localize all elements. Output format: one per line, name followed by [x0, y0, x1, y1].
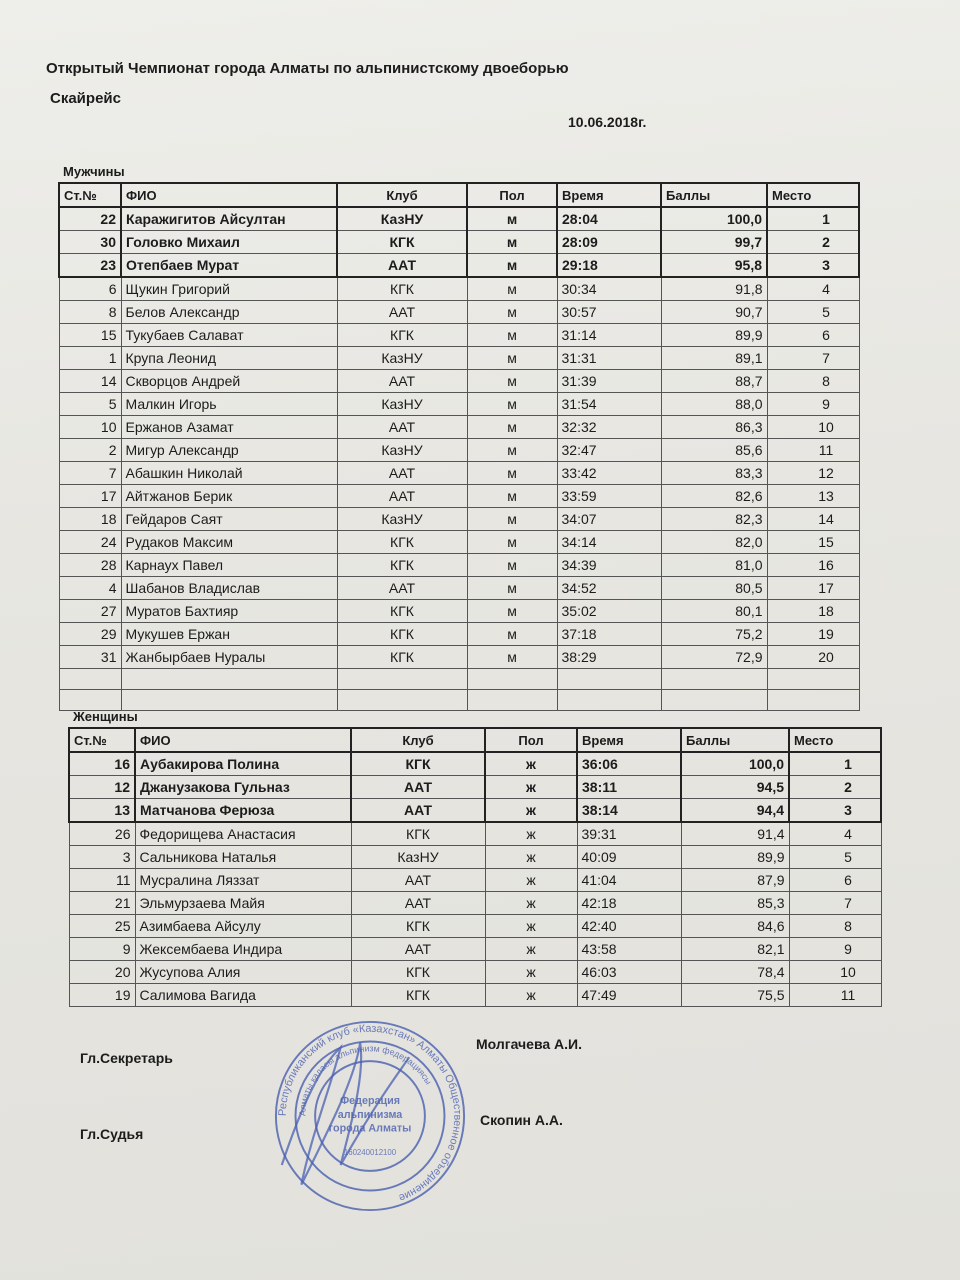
start-number: 9	[69, 938, 135, 961]
score: 83,3	[661, 462, 767, 485]
time: 34:39	[557, 554, 661, 577]
column-header-sex: Пол	[467, 183, 557, 207]
empty-cell	[767, 669, 859, 690]
score: 84,6	[681, 915, 789, 938]
sex: ж	[485, 915, 577, 938]
start-number: 25	[69, 915, 135, 938]
time: 42:40	[577, 915, 681, 938]
club: КГК	[337, 623, 467, 646]
sex: м	[467, 646, 557, 669]
empty-row	[59, 669, 859, 690]
score: 72,9	[661, 646, 767, 669]
score: 75,5	[681, 984, 789, 1007]
sex: ж	[485, 799, 577, 823]
athlete-name: Салимова Вагида	[135, 984, 351, 1007]
score: 95,8	[661, 254, 767, 278]
score: 89,9	[661, 324, 767, 347]
sex: ж	[485, 938, 577, 961]
place: 18	[767, 600, 859, 623]
place: 16	[767, 554, 859, 577]
sex: м	[467, 439, 557, 462]
athlete-name: Мигур Александр	[121, 439, 337, 462]
table-row	[59, 439, 859, 462]
place: 12	[767, 462, 859, 485]
sex: ж	[485, 984, 577, 1007]
time: 32:47	[557, 439, 661, 462]
women-header-row	[69, 728, 881, 752]
club: ААТ	[337, 577, 467, 600]
table-row	[59, 508, 859, 531]
column-header-score: Баллы	[681, 728, 789, 752]
empty-cell	[121, 669, 337, 690]
time: 35:02	[557, 600, 661, 623]
time: 28:04	[557, 207, 661, 231]
table-row	[59, 600, 859, 623]
sex: м	[467, 347, 557, 370]
club: ААТ	[337, 416, 467, 439]
place: 2	[767, 231, 859, 254]
time: 31:39	[557, 370, 661, 393]
athlete-name: Жанбырбаев Нуралы	[121, 646, 337, 669]
place: 1	[767, 207, 859, 231]
score: 75,2	[661, 623, 767, 646]
place: 3	[767, 254, 859, 278]
start-number: 10	[59, 416, 121, 439]
table-row	[69, 752, 881, 776]
time: 38:14	[577, 799, 681, 823]
place: 7	[789, 892, 881, 915]
start-number: 23	[59, 254, 121, 278]
start-number: 2	[59, 439, 121, 462]
athlete-name: Карнаух Павел	[121, 554, 337, 577]
women-section-row	[69, 705, 881, 728]
secretary-label: Гл.Секретарь	[80, 1050, 173, 1066]
place: 5	[789, 846, 881, 869]
time: 30:34	[557, 277, 661, 301]
time: 28:09	[557, 231, 661, 254]
athlete-name: Айтжанов Берик	[121, 485, 337, 508]
score: 78,4	[681, 961, 789, 984]
athlete-name: Сальникова Наталья	[135, 846, 351, 869]
table-row	[59, 485, 859, 508]
start-number: 5	[59, 393, 121, 416]
column-header-score: Баллы	[661, 183, 767, 207]
score: 88,7	[661, 370, 767, 393]
time: 42:18	[577, 892, 681, 915]
athlete-name: Отепбаев Мурат	[121, 254, 337, 278]
start-number: 31	[59, 646, 121, 669]
place: 6	[789, 869, 881, 892]
table-row	[69, 961, 881, 984]
place: 7	[767, 347, 859, 370]
score: 91,8	[661, 277, 767, 301]
empty-cell	[661, 669, 767, 690]
sex: м	[467, 416, 557, 439]
time: 47:49	[577, 984, 681, 1007]
sex: м	[467, 485, 557, 508]
table-row	[59, 531, 859, 554]
document-date: 10.06.2018г.	[568, 114, 647, 130]
time: 46:03	[577, 961, 681, 984]
start-number: 22	[59, 207, 121, 231]
club: ААТ	[337, 301, 467, 324]
club: КазНУ	[337, 347, 467, 370]
start-number: 26	[69, 822, 135, 846]
club: КазНУ	[337, 439, 467, 462]
place: 6	[767, 324, 859, 347]
sex: м	[467, 600, 557, 623]
club: КГК	[337, 600, 467, 623]
empty-cell	[337, 669, 467, 690]
start-number: 21	[69, 892, 135, 915]
sex: м	[467, 462, 557, 485]
start-number: 1	[59, 347, 121, 370]
time: 39:31	[577, 822, 681, 846]
sex: м	[467, 370, 557, 393]
start-number: 16	[69, 752, 135, 776]
sex: м	[467, 531, 557, 554]
athlete-name: Федорищева Анастасия	[135, 822, 351, 846]
score: 99,7	[661, 231, 767, 254]
score: 89,1	[661, 347, 767, 370]
column-header-club: Клуб	[337, 183, 467, 207]
table-row	[59, 277, 859, 301]
athlete-name: Абашкин Николай	[121, 462, 337, 485]
stamp-center-line-2: альпинизма	[337, 1108, 403, 1121]
athlete-name: Шабанов Владислав	[121, 577, 337, 600]
score: 85,3	[681, 892, 789, 915]
sex: м	[467, 301, 557, 324]
club: КГК	[337, 554, 467, 577]
time: 33:59	[557, 485, 661, 508]
athlete-name: Рудаков Максим	[121, 531, 337, 554]
start-number: 18	[59, 508, 121, 531]
time: 40:09	[577, 846, 681, 869]
document-title: Открытый Чемпионат города Алматы по альпинистскому двоеборью	[46, 60, 569, 77]
table-row	[69, 869, 881, 892]
place: 15	[767, 531, 859, 554]
judge-label: Гл.Судья	[80, 1126, 144, 1142]
start-number: 19	[69, 984, 135, 1007]
score: 86,3	[661, 416, 767, 439]
place: 9	[767, 393, 859, 416]
club: КазНУ	[337, 393, 467, 416]
start-number: 20	[69, 961, 135, 984]
place: 8	[767, 370, 859, 393]
club: ААТ	[351, 799, 485, 823]
place: 3	[789, 799, 881, 823]
athlete-name: Крупа Леонид	[121, 347, 337, 370]
score: 85,6	[661, 439, 767, 462]
sex: м	[467, 508, 557, 531]
place: 4	[789, 822, 881, 846]
table-row	[59, 623, 859, 646]
men-section-row	[59, 160, 859, 183]
athlete-name: Жексембаева Индира	[135, 938, 351, 961]
score: 89,9	[681, 846, 789, 869]
place: 8	[789, 915, 881, 938]
sex: ж	[485, 822, 577, 846]
start-number: 29	[59, 623, 121, 646]
table-row	[59, 370, 859, 393]
athlete-name: Ержанов Азамат	[121, 416, 337, 439]
column-header-name: ФИО	[135, 728, 351, 752]
club: ААТ	[351, 869, 485, 892]
start-number: 27	[59, 600, 121, 623]
start-number: 28	[59, 554, 121, 577]
men-results-table	[58, 160, 860, 711]
men-header-row	[59, 183, 859, 207]
athlete-name: Малкин Игорь	[121, 393, 337, 416]
time: 30:57	[557, 301, 661, 324]
place: 5	[767, 301, 859, 324]
start-number: 11	[69, 869, 135, 892]
time: 38:29	[557, 646, 661, 669]
sex: ж	[485, 846, 577, 869]
sex: ж	[485, 892, 577, 915]
club: КГК	[337, 231, 467, 254]
judge-name: Скопин А.А.	[480, 1112, 563, 1128]
table-row	[59, 231, 859, 254]
athlete-name: Мусралина Ляззат	[135, 869, 351, 892]
column-header-no: Ст.№	[59, 183, 121, 207]
sex: м	[467, 277, 557, 301]
stamp-inner-text: Алматы қаласы альпинизм федерациясы	[297, 1043, 434, 1117]
club: ААТ	[351, 938, 485, 961]
column-header-sex: Пол	[485, 728, 577, 752]
club: КазНУ	[337, 207, 467, 231]
start-number: 30	[59, 231, 121, 254]
score: 82,1	[681, 938, 789, 961]
score: 82,3	[661, 508, 767, 531]
club: КазНУ	[351, 846, 485, 869]
column-header-club: Клуб	[351, 728, 485, 752]
score: 100,0	[681, 752, 789, 776]
place: 11	[767, 439, 859, 462]
sex: м	[467, 577, 557, 600]
secretary-name: Молгачева А.И.	[476, 1036, 582, 1052]
table-row	[59, 324, 859, 347]
table-row	[69, 915, 881, 938]
athlete-name: Головко Михаил	[121, 231, 337, 254]
athlete-name: Жусупова Алия	[135, 961, 351, 984]
sex: м	[467, 324, 557, 347]
start-number: 8	[59, 301, 121, 324]
place: 20	[767, 646, 859, 669]
time: 31:54	[557, 393, 661, 416]
club: ААТ	[337, 485, 467, 508]
table-row	[59, 554, 859, 577]
men-section-label: Мужчины	[63, 163, 125, 179]
athlete-name: Щукин Григорий	[121, 277, 337, 301]
sex: ж	[485, 776, 577, 799]
club: ААТ	[337, 254, 467, 278]
table-row	[69, 799, 881, 823]
table-row	[59, 416, 859, 439]
official-stamp	[272, 1018, 468, 1214]
club: КГК	[351, 752, 485, 776]
place: 17	[767, 577, 859, 600]
time: 37:18	[557, 623, 661, 646]
club: КГК	[351, 915, 485, 938]
column-header-name: ФИО	[121, 183, 337, 207]
table-row	[59, 393, 859, 416]
athlete-name: Джанузакова Гульназ	[135, 776, 351, 799]
column-header-no: Ст.№	[69, 728, 135, 752]
score: 88,0	[661, 393, 767, 416]
club: ААТ	[337, 370, 467, 393]
athlete-name: Скворцов Андрей	[121, 370, 337, 393]
score: 81,0	[661, 554, 767, 577]
start-number: 17	[59, 485, 121, 508]
club: КГК	[351, 822, 485, 846]
place: 11	[789, 984, 881, 1007]
club: КГК	[351, 984, 485, 1007]
start-number: 12	[69, 776, 135, 799]
club: КГК	[337, 277, 467, 301]
time: 38:11	[577, 776, 681, 799]
table-row	[59, 347, 859, 370]
time: 36:06	[577, 752, 681, 776]
column-header-time: Время	[557, 183, 661, 207]
start-number: 4	[59, 577, 121, 600]
place: 14	[767, 508, 859, 531]
start-number: 24	[59, 531, 121, 554]
athlete-name: Матчанова Ферюза	[135, 799, 351, 823]
start-number: 6	[59, 277, 121, 301]
empty-cell	[59, 669, 121, 690]
table-row	[69, 892, 881, 915]
place: 19	[767, 623, 859, 646]
club: ААТ	[337, 462, 467, 485]
score: 87,9	[681, 869, 789, 892]
start-number: 15	[59, 324, 121, 347]
sex: м	[467, 393, 557, 416]
place: 10	[767, 416, 859, 439]
stamp-id-number: 160240012100	[343, 1148, 397, 1158]
place: 13	[767, 485, 859, 508]
athlete-name: Белов Александр	[121, 301, 337, 324]
table-row	[59, 254, 859, 278]
sex: м	[467, 554, 557, 577]
athlete-name: Азимбаева Айсулу	[135, 915, 351, 938]
place: 9	[789, 938, 881, 961]
time: 34:14	[557, 531, 661, 554]
start-number: 13	[69, 799, 135, 823]
time: 33:42	[557, 462, 661, 485]
column-header-time: Время	[577, 728, 681, 752]
empty-cell	[557, 669, 661, 690]
club: КГК	[337, 324, 467, 347]
athlete-name: Эльмурзаева Майя	[135, 892, 351, 915]
club: КГК	[337, 646, 467, 669]
score: 90,7	[661, 301, 767, 324]
score: 82,0	[661, 531, 767, 554]
athlete-name: Каражигитов Айсултан	[121, 207, 337, 231]
discipline-label: Скайрейс	[50, 90, 121, 107]
club: КГК	[337, 531, 467, 554]
score: 94,5	[681, 776, 789, 799]
table-row	[59, 646, 859, 669]
table-row	[59, 462, 859, 485]
stamp-center-line-1: Федерация	[339, 1095, 401, 1108]
time: 43:58	[577, 938, 681, 961]
stamp-outer-text: Республиканский клуб «Казахстан» Алматы Общественное объединение	[276, 1022, 464, 1204]
sex: м	[467, 623, 557, 646]
sex: ж	[485, 869, 577, 892]
sex: ж	[485, 752, 577, 776]
start-number: 14	[59, 370, 121, 393]
table-row	[69, 984, 881, 1007]
score: 100,0	[661, 207, 767, 231]
empty-cell	[467, 669, 557, 690]
column-header-place: Место	[789, 728, 881, 752]
score: 94,4	[681, 799, 789, 823]
sex: м	[467, 231, 557, 254]
club: ААТ	[351, 892, 485, 915]
table-row	[69, 776, 881, 799]
column-header-place: Место	[767, 183, 859, 207]
place: 1	[789, 752, 881, 776]
athlete-name: Муратов Бахтияр	[121, 600, 337, 623]
time: 34:07	[557, 508, 661, 531]
table-row	[59, 207, 859, 231]
stamp-center-line-3: города Алматы	[328, 1122, 412, 1135]
club: КазНУ	[337, 508, 467, 531]
sex: м	[467, 254, 557, 278]
start-number: 3	[69, 846, 135, 869]
table-row	[69, 938, 881, 961]
time: 29:18	[557, 254, 661, 278]
athlete-name: Гейдаров Саят	[121, 508, 337, 531]
athlete-name: Аубакирова Полина	[135, 752, 351, 776]
time: 31:31	[557, 347, 661, 370]
score: 91,4	[681, 822, 789, 846]
start-number: 7	[59, 462, 121, 485]
athlete-name: Тукубаев Салават	[121, 324, 337, 347]
women-results-table	[68, 705, 882, 1007]
sex: м	[467, 207, 557, 231]
athlete-name: Мукушев Ержан	[121, 623, 337, 646]
score: 82,6	[661, 485, 767, 508]
club: КГК	[351, 961, 485, 984]
score: 80,5	[661, 577, 767, 600]
table-row	[69, 822, 881, 846]
sex: ж	[485, 961, 577, 984]
place: 10	[789, 961, 881, 984]
table-row	[59, 301, 859, 324]
table-row	[69, 846, 881, 869]
place: 4	[767, 277, 859, 301]
club: ААТ	[351, 776, 485, 799]
time: 41:04	[577, 869, 681, 892]
time: 32:32	[557, 416, 661, 439]
time: 31:14	[557, 324, 661, 347]
women-section-label: Женщины	[73, 708, 138, 724]
time: 34:52	[557, 577, 661, 600]
score: 80,1	[661, 600, 767, 623]
place: 2	[789, 776, 881, 799]
table-row	[59, 577, 859, 600]
